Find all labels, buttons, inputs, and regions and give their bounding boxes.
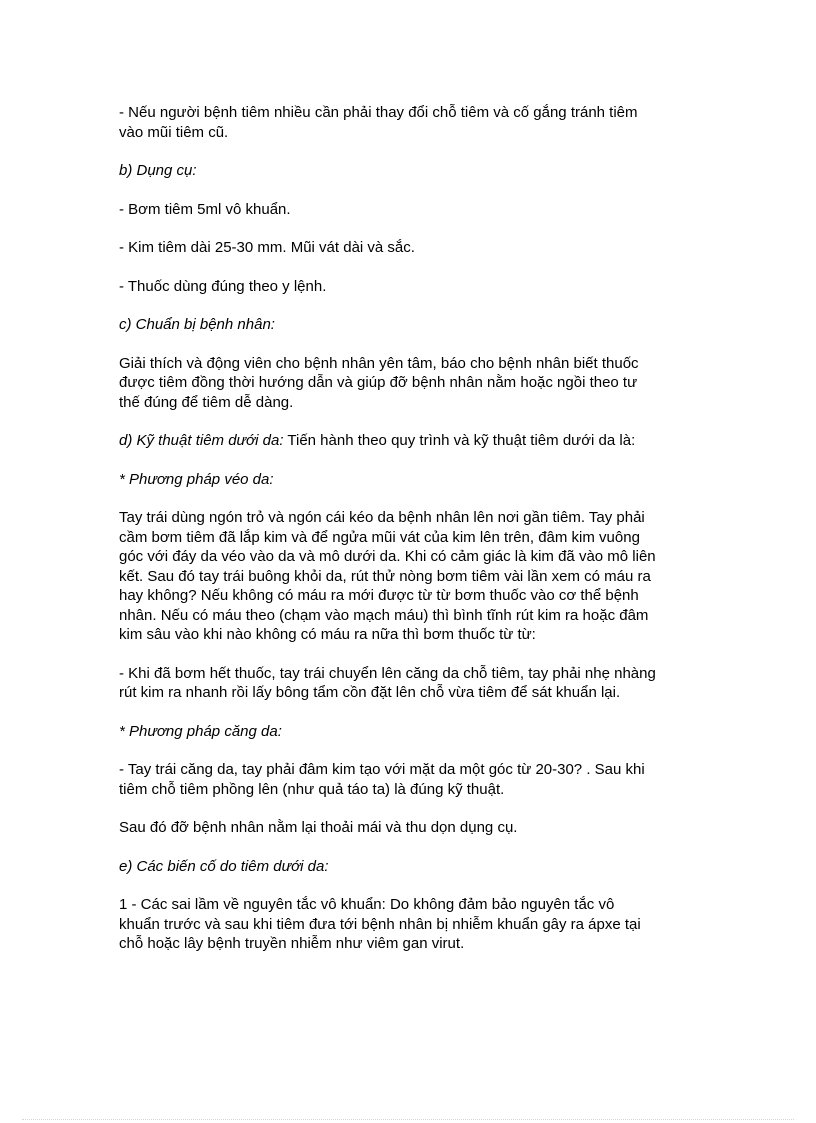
paragraph (119, 818, 699, 838)
section-heading: b) Dụng cụ: (119, 162, 197, 179)
section-heading: d) Kỹ thuật tiêm dưới da: (119, 432, 284, 449)
paragraph-line: được tiêm đồng thời hướng dẫn và giúp đỡ bệnh nhân nằm hoặc ngồi theo tư (119, 374, 638, 391)
paragraph-line: kết. Sau đó tay trái buông khỏi da, rút thử nòng bơm tiêm vài lần xem có máu ra (119, 567, 651, 585)
paragraph (119, 431, 699, 451)
paragraph-line: khuẩn trước và sau khi tiêm đưa tới bệnh nhân bị nhiễm khuẩn gây ra ápxe tại (119, 915, 641, 933)
paragraph-line: - Kim tiêm dài 25-30 mm. Mũi vát dài và sắc. (119, 239, 415, 256)
paragraph (119, 354, 699, 413)
paragraph (119, 895, 699, 954)
section-intro-text: Tiến hành theo quy trình và kỹ thuật tiêm dưới da là: (283, 432, 636, 449)
paragraph-line (119, 431, 699, 451)
paragraph (119, 760, 699, 799)
paragraph (119, 470, 699, 490)
paragraph (119, 277, 699, 297)
paragraph-line: Sau đó đỡ bệnh nhân nằm lại thoải mái và thu dọn dụng cụ. (119, 819, 518, 836)
section-heading: c) Chuẩn bị bệnh nhân: (119, 316, 275, 333)
paragraph (119, 238, 699, 258)
document-body (119, 103, 699, 973)
paragraph-line: tiêm chỗ tiêm phồng lên (như quả táo ta) là đúng kỹ thuật. (119, 780, 505, 798)
paragraph-line: chỗ hoặc lây bệnh truyền nhiễm như viêm gan virut. (119, 935, 465, 952)
paragraph-line: rút kim ra nhanh rồi lấy bông tẩm cồn đặt lên chỗ vừa tiêm để sát khuẩn lại. (119, 684, 621, 701)
paragraph (119, 161, 699, 181)
paragraph (119, 200, 699, 220)
paragraph (119, 857, 699, 877)
paragraph-line: vào mũi tiêm cũ. (119, 123, 229, 141)
paragraph (119, 315, 699, 335)
paragraph-line: thế đúng để tiêm dễ dàng. (119, 393, 294, 411)
section-heading: * Phương pháp véo da: (119, 470, 274, 488)
paragraph-line: góc với đáy da véo vào da và mô dưới da. Khi có cảm giác là kim đã vào mô liên (119, 548, 656, 565)
paragraph-line: kim sâu vào khi nào không có máu ra nữa thì bơm thuốc từ từ: (119, 626, 536, 643)
paragraph-line: Giải thích và động viên cho bệnh nhân yên tâm, báo cho bệnh nhân biết thuốc (119, 354, 639, 372)
paragraph-line: cầm bơm tiêm đã lắp kim và để ngửa mũi vát của kim lên trên, đâm kim vuông (119, 528, 640, 546)
paragraph-line: - Thuốc dùng đúng theo y lệnh. (119, 277, 327, 295)
paragraph-line: - Nếu người bệnh tiêm nhiều cần phải thay đổi chỗ tiêm và cố gắng tránh tiêm (119, 104, 638, 121)
paragraph-line: Tay trái dùng ngón trỏ và ngón cái kéo da bệnh nhân lên nơi gần tiêm. Tay phải (119, 509, 645, 526)
paragraph-line: - Bơm tiêm 5ml vô khuẩn. (119, 200, 291, 218)
paragraph (119, 103, 699, 142)
paragraph-line: 1 - Các sai lầm về nguyên tắc vô khuẩn: Do không đảm bảo nguyên tắc vô (119, 896, 615, 913)
paragraph (119, 508, 699, 645)
paragraph (119, 664, 699, 703)
paragraph-line: - Tay trái căng da, tay phải đâm kim tạo với mặt da một góc từ 20-30? . Sau khi (119, 761, 645, 778)
paragraph-line: hay không? Nếu không có máu ra mới được từ từ bơm thuốc vào cơ thể bệnh (119, 587, 639, 604)
paragraph-line: nhân. Nếu có máu theo (chạm vào mạch máu) thì bình tĩnh rút kim ra hoặc đâm (119, 606, 649, 624)
paragraph (119, 722, 699, 742)
section-heading: e) Các biến cố do tiêm dưới da: (119, 857, 329, 875)
paragraph-line: - Khi đã bơm hết thuốc, tay trái chuyển lên căng da chỗ tiêm, tay phải nhẹ nhàng (119, 664, 656, 682)
page-bottom-divider (22, 1119, 794, 1120)
section-heading: * Phương pháp căng da: (119, 722, 282, 740)
